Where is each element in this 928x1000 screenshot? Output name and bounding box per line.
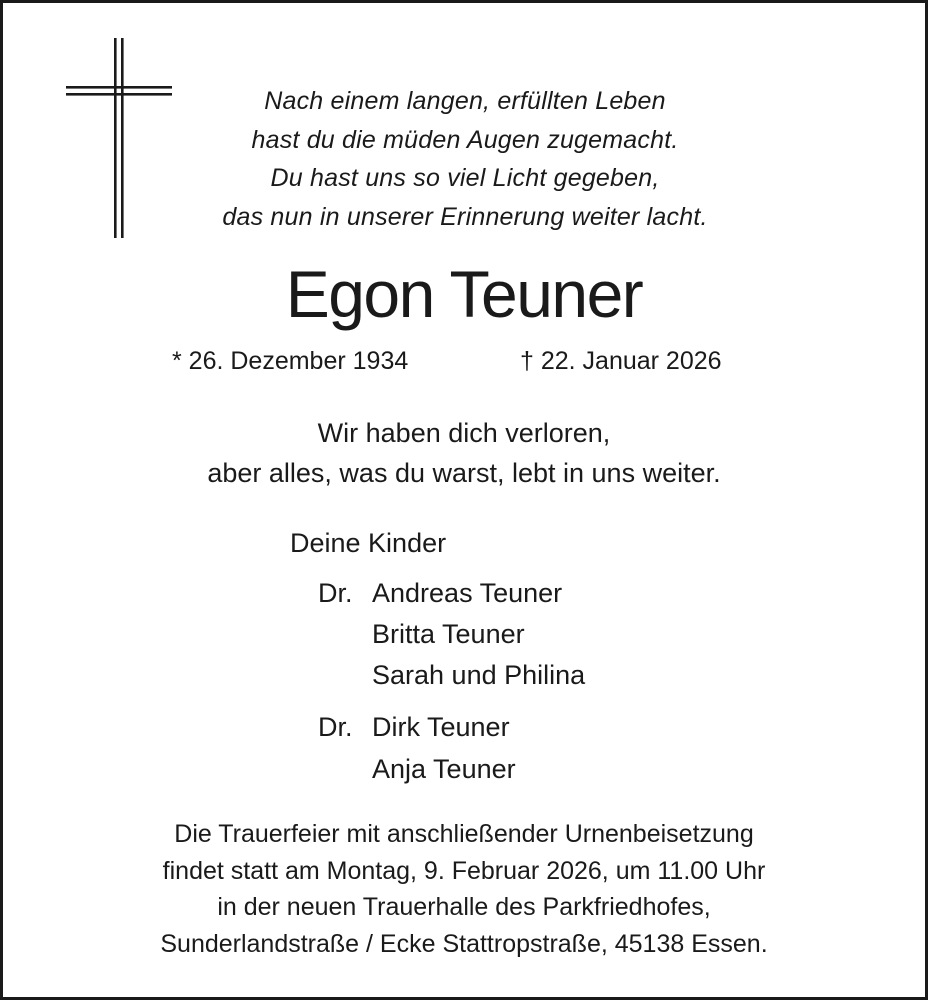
poem bbox=[110, 82, 820, 236]
family-member: Dirk Teuner bbox=[372, 712, 510, 742]
quote-line: aber alles, was du warst, lebt in uns weiter. bbox=[207, 458, 721, 488]
service-line: Die Trauerfeier mit anschließender Urnenbeisetzung bbox=[174, 820, 754, 848]
poem-line: das nun in unserer Erinnerung weiter lacht. bbox=[222, 202, 708, 231]
service-details bbox=[0, 816, 928, 962]
poem-line: hast du die müden Augen zugemacht. bbox=[251, 125, 679, 154]
deceased-name: Egon Teuner bbox=[285, 257, 643, 331]
poem-line: Nach einem langen, erfüllten Leben bbox=[264, 87, 666, 115]
death-date: † 22. Januar 2026 bbox=[520, 347, 722, 375]
family-member: Anja Teuner bbox=[372, 754, 516, 784]
family-member: Sarah und Philina bbox=[372, 660, 586, 690]
service-line: findet statt am Montag, 9. Februar 2026, um 11.00 Uhr bbox=[162, 856, 766, 885]
birth-date: * 26. Dezember 1934 bbox=[172, 347, 409, 375]
family-title: Dr. bbox=[318, 712, 353, 742]
quote-line: Wir haben dich verloren, bbox=[317, 418, 611, 448]
family-title: Dr. bbox=[318, 578, 353, 608]
service-line: Sunderlandstraße / Ecke Stattropstraße, 45138 Essen. bbox=[160, 929, 768, 958]
poem-line: Du hast uns so viel Licht gegeben, bbox=[270, 164, 660, 192]
family-member: Andreas Teuner bbox=[372, 578, 563, 608]
mourners-heading: Deine Kinder bbox=[290, 528, 447, 558]
memorial-quote bbox=[0, 413, 928, 493]
family-member: Britta Teuner bbox=[372, 619, 525, 649]
service-line: in der neuen Trauerhalle des Parkfriedhofes, bbox=[217, 893, 711, 921]
